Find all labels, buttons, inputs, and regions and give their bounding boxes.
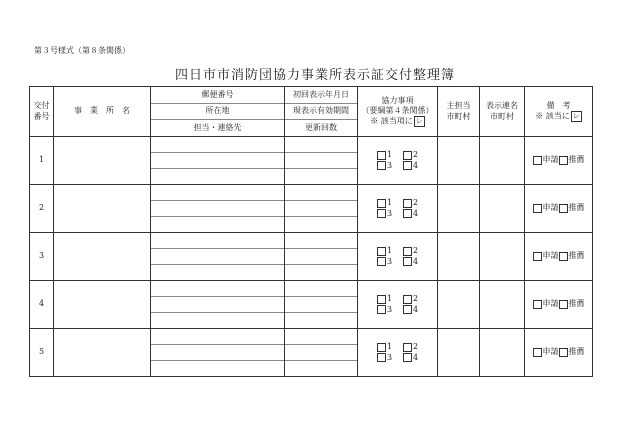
checkbox-icon[interactable] xyxy=(559,300,568,309)
checkbox-icon[interactable] xyxy=(377,343,386,352)
header-main-city: 主担当 市町村 xyxy=(438,87,480,137)
checkbox-icon[interactable] xyxy=(403,151,412,160)
joint-city-cell[interactable] xyxy=(480,233,525,281)
office-name-cell[interactable] xyxy=(54,233,151,281)
cooperation-options[interactable]: 1 2 3 4 xyxy=(358,233,438,281)
cooperation-options[interactable]: 1 2 3 4 xyxy=(358,137,438,185)
checkbox-icon[interactable] xyxy=(403,305,412,314)
address-cell[interactable] xyxy=(151,185,285,233)
checkbox-icon[interactable] xyxy=(403,257,412,266)
main-city-cell[interactable] xyxy=(438,185,480,233)
main-city-cell[interactable] xyxy=(438,281,480,329)
checkbox-icon[interactable] xyxy=(403,199,412,208)
table-row xyxy=(30,185,593,233)
document-title: 四日市市消防団協力事業所表示証交付整理簿 xyxy=(174,68,455,83)
header-cooperation: 協力事項 （要綱第４条関係） ※ 該当項に レ xyxy=(358,87,438,137)
remarks-cell[interactable]: 申請 推薦 xyxy=(525,281,593,329)
checkbox-icon[interactable] xyxy=(533,204,542,213)
form-code: 第３号様式（第８条関係） xyxy=(34,46,130,55)
checkmark-box-icon: レ xyxy=(415,117,423,126)
row-number: 4 xyxy=(30,281,54,329)
date-cell[interactable] xyxy=(285,233,358,281)
address-cell[interactable] xyxy=(151,137,285,185)
checkbox-icon[interactable] xyxy=(377,257,386,266)
checkbox-icon[interactable] xyxy=(533,348,542,357)
office-name-cell[interactable] xyxy=(54,281,151,329)
address-cell[interactable] xyxy=(151,329,285,377)
header-number: 交付 番号 xyxy=(30,87,54,137)
cooperation-options[interactable]: 1 2 3 4 xyxy=(358,185,438,233)
checkbox-icon[interactable] xyxy=(377,295,386,304)
table-row xyxy=(30,233,593,281)
header-first-date: 初回表示年月日 xyxy=(285,87,357,104)
checkbox-icon[interactable] xyxy=(403,247,412,256)
table-row xyxy=(30,329,593,377)
checkbox-icon[interactable] xyxy=(533,156,542,165)
checkbox-icon[interactable] xyxy=(403,209,412,218)
checkbox-icon[interactable] xyxy=(559,252,568,261)
joint-city-cell[interactable] xyxy=(480,185,525,233)
checkbox-icon[interactable] xyxy=(533,300,542,309)
checkbox-icon[interactable] xyxy=(377,199,386,208)
checkbox-icon[interactable] xyxy=(377,305,386,314)
joint-city-cell[interactable] xyxy=(480,137,525,185)
address-cell[interactable] xyxy=(151,233,285,281)
checkbox-icon[interactable] xyxy=(559,204,568,213)
table-row xyxy=(30,281,593,329)
office-name-cell[interactable] xyxy=(54,137,151,185)
header-row xyxy=(30,87,593,137)
remarks-cell[interactable]: 申請 推薦 xyxy=(525,233,593,281)
checkbox-icon[interactable] xyxy=(403,343,412,352)
checkbox-icon[interactable] xyxy=(377,151,386,160)
checkbox-icon[interactable] xyxy=(533,252,542,261)
checkbox-icon[interactable] xyxy=(377,209,386,218)
header-address: 所在地 xyxy=(151,104,284,121)
row-number: 5 xyxy=(30,329,54,377)
checkbox-icon[interactable] xyxy=(377,161,386,170)
checkbox-icon[interactable] xyxy=(559,348,568,357)
checkbox-icon[interactable] xyxy=(403,161,412,170)
checkmark-box-icon: レ xyxy=(572,112,580,121)
joint-city-cell[interactable] xyxy=(480,329,525,377)
checkbox-icon[interactable] xyxy=(377,247,386,256)
remarks-cell[interactable]: 申請 推薦 xyxy=(525,137,593,185)
header-office-name: 事 業 所 名 xyxy=(54,87,151,137)
date-cell[interactable] xyxy=(285,329,358,377)
joint-city-cell[interactable] xyxy=(480,281,525,329)
checkbox-icon[interactable] xyxy=(403,353,412,362)
main-city-cell[interactable] xyxy=(438,233,480,281)
header-date-block xyxy=(285,87,358,137)
header-postal: 郵便番号 xyxy=(151,87,284,104)
checkbox-icon[interactable] xyxy=(403,295,412,304)
main-city-cell[interactable] xyxy=(438,329,480,377)
register-table xyxy=(29,86,593,377)
office-name-cell[interactable] xyxy=(54,329,151,377)
main-city-cell[interactable] xyxy=(438,137,480,185)
header-valid-period: 現表示有効期間 xyxy=(285,104,357,121)
remarks-cell[interactable]: 申請 推薦 xyxy=(525,185,593,233)
row-number: 3 xyxy=(30,233,54,281)
cooperation-options[interactable]: 1 2 3 4 xyxy=(358,281,438,329)
remarks-cell[interactable]: 申請 推薦 xyxy=(525,329,593,377)
date-cell[interactable] xyxy=(285,281,358,329)
date-cell[interactable] xyxy=(285,185,358,233)
cooperation-options[interactable]: 1 2 3 4 xyxy=(358,329,438,377)
table-row xyxy=(30,137,593,185)
row-number: 1 xyxy=(30,137,54,185)
checkbox-icon[interactable] xyxy=(559,156,568,165)
header-renewal-count: 更新回数 xyxy=(305,122,337,132)
address-cell[interactable] xyxy=(151,281,285,329)
header-address-block xyxy=(151,87,285,137)
header-remarks: 備 考 ※ 該当に レ xyxy=(525,87,593,137)
row-number: 2 xyxy=(30,185,54,233)
header-contact: 担当・連絡先 xyxy=(193,122,242,132)
checkbox-icon[interactable] xyxy=(377,353,386,362)
date-cell[interactable] xyxy=(285,137,358,185)
office-name-cell[interactable] xyxy=(54,185,151,233)
header-joint-city: 表示連名 市町村 xyxy=(480,87,525,137)
